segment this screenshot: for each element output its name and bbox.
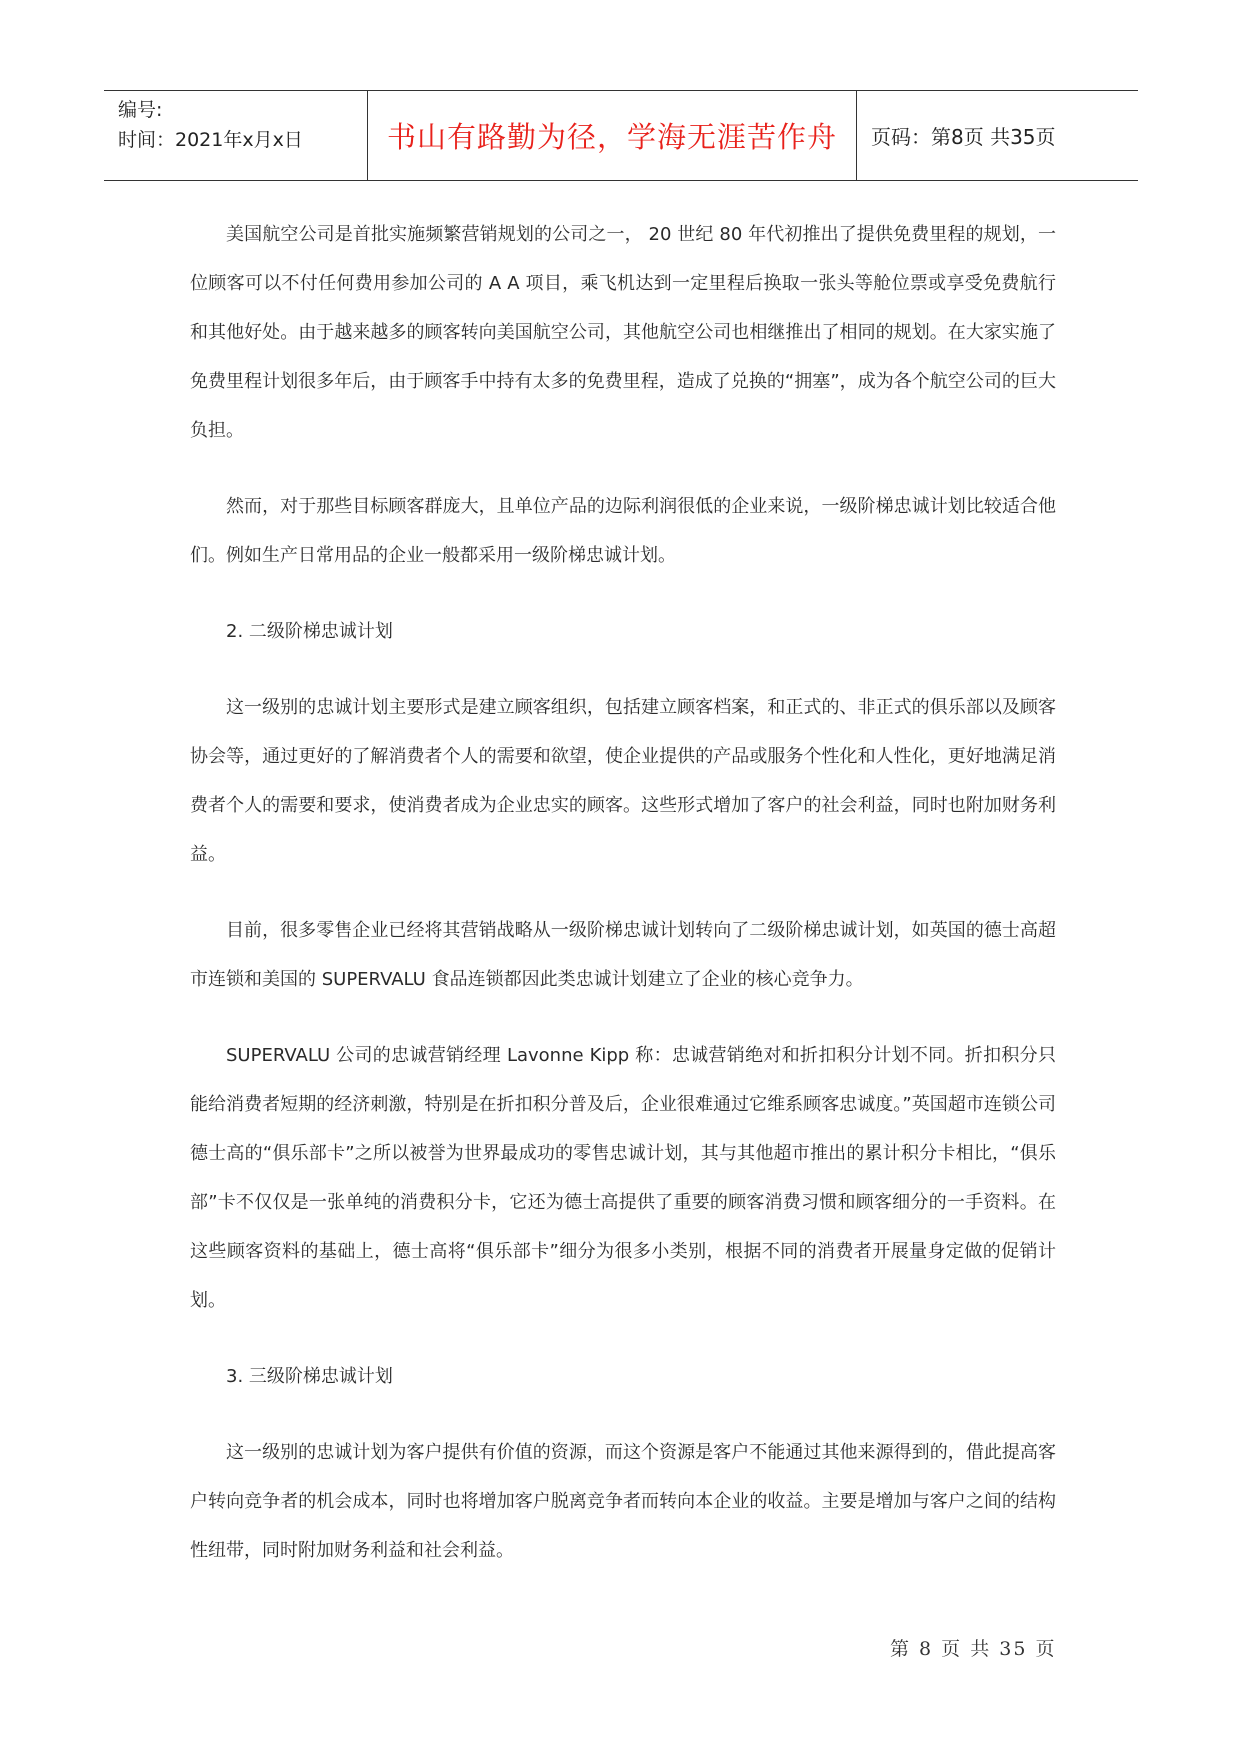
paragraph: 美国航空公司是首批实施频繁营销规划的公司之一， 20 世纪 80 年代初推出了提供免费里程的规划，一位顾客可以不付任何费用参加公司的 A A 项目，乘飞机达到一定里程后换取一张头等舱位票或享受免费航行和其他好处。由于越来越多的顾客转向美国航空公司，其他航空公司也相继推出了相同的规划。在大家实施了免费里程计划很多年后，由于顾客手中持有太多的免费里程，造成了兑换的“拥塞”，成为各个航空公司的巨大负担。 xyxy=(190,224,1056,441)
page-footer: 第 8 页 共 35 页 xyxy=(890,1638,1057,1660)
page-header xyxy=(104,90,1138,181)
header-motto-cell xyxy=(368,91,857,180)
document-body xyxy=(190,210,1056,1602)
document-time-label: 时间：2021年x月x日 xyxy=(118,129,303,151)
section-heading: 2. 二级阶梯忠诚计划 xyxy=(226,621,393,642)
motto-text: 书山有路勤为径，学海无涯苦作舟 xyxy=(386,120,837,154)
paragraph: SUPERVALU 公司的忠诚营销经理 Lavonne Kipp 称：忠诚营销绝对和折扣积分计划不同。折扣积分只能给消费者短期的经济刺激，特别是在折扣积分普及后，企业很难通过它维系顾客忠诚度。”英国超市连锁公司德士高的“俱乐部卡”之所以被誉为世界最成功的零售忠诚计划，其与其他超市推出的累计积分卡相比，“俱乐部”卡不仅仅是一张单纯的消费积分卡，它还为德士高提供了重要的顾客消费习惯和顾客细分的一手资料。在这些顾客资料的基础上，德士高将“俱乐部卡”细分为很多小类别，根据不同的消费者开展量身定做的促销计划。 xyxy=(190,1045,1056,1311)
header-page-label: 页码：第8页 共35页 xyxy=(871,125,1056,149)
section-heading: 3. 三级阶梯忠诚计划 xyxy=(226,1366,393,1387)
document-number-label: 编号: xyxy=(118,99,163,121)
paragraph: 这一级别的忠诚计划主要形式是建立顾客组织，包括建立顾客档案，和正式的、非正式的俱乐部以及顾客协会等，通过更好的了解消费者个人的需要和欲望，使企业提供的产品或服务个性化和人性化，更好地满足消费者个人的需要和要求，使消费者成为企业忠实的顾客。这些形式增加了客户的社会利益，同时也附加财务利益。 xyxy=(190,697,1056,865)
paragraph: 这一级别的忠诚计划为客户提供有价值的资源，而这个资源是客户不能通过其他来源得到的，借此提高客户转向竞争者的机会成本，同时也将增加客户脱离竞争者而转向本企业的收益。主要是增加与客户之间的结构性纽带，同时附加财务利益和社会利益。 xyxy=(190,1442,1056,1561)
paragraph: 然而，对于那些目标顾客群庞大，且单位产品的边际利润很低的企业来说，一级阶梯忠诚计划比较适合他们。例如生产日常用品的企业一般都采用一级阶梯忠诚计划。 xyxy=(190,496,1056,566)
header-meta-cell xyxy=(104,91,368,180)
paragraph: 目前，很多零售企业已经将其营销战略从一级阶梯忠诚计划转向了二级阶梯忠诚计划，如英国的德士高超市连锁和美国的 SUPERVALU 食品连锁都因此类忠诚计划建立了企业的核心竞争力。 xyxy=(190,920,1056,990)
header-page-cell xyxy=(857,91,1138,180)
